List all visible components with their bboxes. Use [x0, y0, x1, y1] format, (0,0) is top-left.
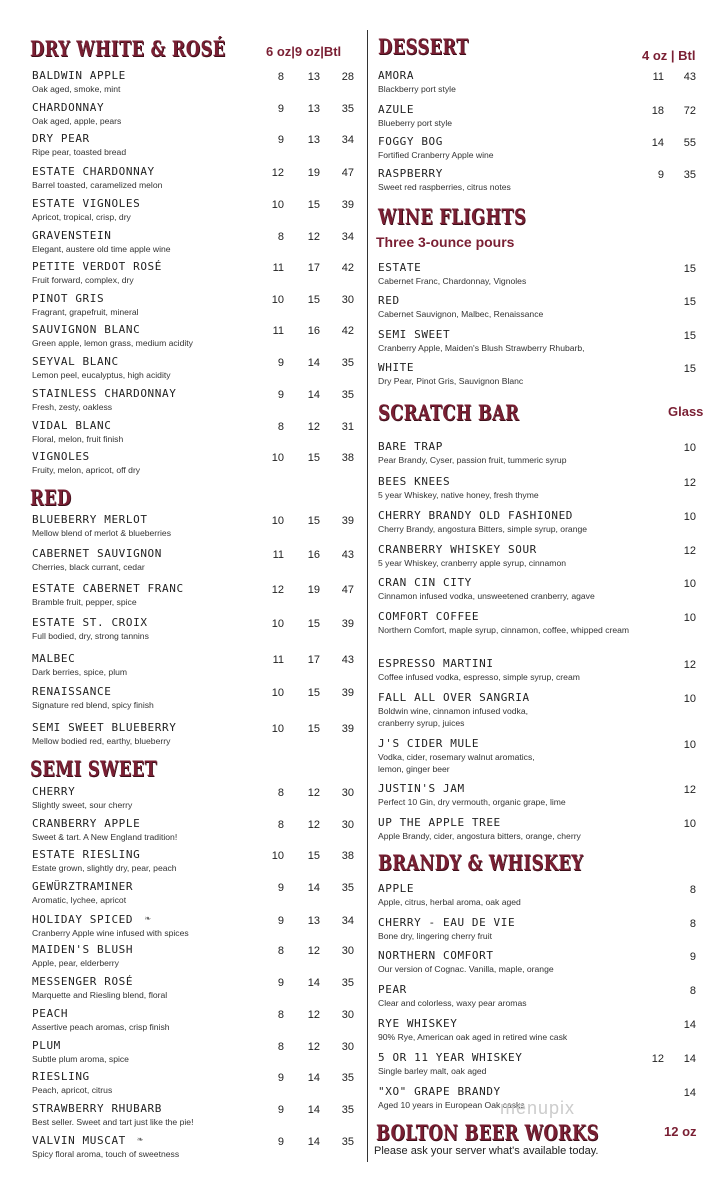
section-title-dry-white-rose: DRY WHITE & ROSÉ — [30, 36, 226, 61]
item-description: Single barley malt, oak aged — [378, 1066, 487, 1076]
price-p1: 10 — [271, 723, 284, 735]
price-p3: 35 — [341, 1072, 354, 1084]
item-description: Our version of Cognac. Vanilla, maple, orange — [378, 964, 554, 974]
item-description: Mellow blend of merlot & blueberries — [32, 528, 171, 538]
price-p1: 11 — [652, 71, 664, 83]
price-p1: 11 — [272, 654, 284, 666]
item-name: ESTATE CABERNET FRANC — [32, 582, 184, 595]
price-p1: 8 — [277, 1041, 284, 1053]
price-p3: 30 — [341, 787, 354, 799]
item-description: Signature red blend, spicy finish — [32, 700, 154, 710]
item-description: Green apple, lemon grass, medium acidity — [32, 338, 193, 348]
item-name: PEAR — [378, 983, 407, 996]
price-p2: 12 — [307, 945, 320, 957]
price-p3: 35 — [341, 357, 354, 369]
price-p1: 8 — [277, 71, 284, 83]
item-description: Fortified Cranberry Apple wine — [378, 150, 494, 160]
price-p1: 8 — [277, 945, 284, 957]
item-description: Aged 10 years in European Oak casks — [378, 1100, 525, 1110]
price-p3: 39 — [341, 723, 354, 735]
item-name: CRAN CIN CITY — [378, 576, 472, 589]
price-p3: 8 — [689, 918, 696, 930]
price-p3: 30 — [341, 819, 354, 831]
price-p3: 34 — [341, 231, 354, 243]
item-description-line2: cranberry syrup, juices — [378, 718, 465, 728]
price-p3: 10 — [683, 693, 696, 705]
item-description: Best seller. Sweet and tart just like the pie! — [32, 1117, 194, 1127]
item-description: Estate grown, slightly dry, pear, peach — [32, 863, 177, 873]
price-p1: 9 — [277, 977, 284, 989]
item-name: PLUM — [32, 1039, 61, 1052]
price-header-scratch-bar: Glass — [668, 404, 704, 419]
price-p3: 35 — [341, 1136, 354, 1148]
price-p1: 9 — [277, 1136, 284, 1148]
item-description: Peach, apricot, citrus — [32, 1085, 113, 1095]
item-description: Full bodied, dry, strong tannins — [32, 631, 149, 641]
section-title-dessert: DESSERT — [378, 34, 469, 59]
price-p1: 10 — [271, 850, 284, 862]
wine-flights-subtitle: Three 3-ounce pours — [376, 234, 515, 250]
price-p2: 13 — [307, 134, 320, 146]
price-p2: 17 — [307, 262, 320, 274]
item-description: Assertive peach aromas, crisp finish — [32, 1022, 170, 1032]
price-p3: 35 — [341, 977, 354, 989]
item-description: Elegant, austere old time apple wine — [32, 244, 171, 254]
item-name: NORTHERN COMFORT — [378, 949, 494, 962]
item-name: PEACH — [32, 1007, 69, 1020]
price-p3: 39 — [341, 515, 354, 527]
section-title-semi-sweet: SEMI SWEET — [30, 756, 158, 781]
price-p1: 9 — [277, 357, 284, 369]
price-p2: 15 — [307, 618, 320, 630]
item-name: AMORA — [378, 69, 415, 82]
price-p1: 10 — [271, 618, 284, 630]
price-p3: 47 — [341, 584, 354, 596]
item-name: VIGNOLES — [32, 450, 90, 463]
item-name: MALBEC — [32, 652, 76, 665]
item-name: SEYVAL BLANC — [32, 355, 119, 368]
item-name: CHERRY BRANDY OLD FASHIONED — [378, 509, 574, 522]
price-p1: 10 — [271, 687, 284, 699]
item-name: FOGGY BOG — [378, 135, 444, 148]
item-name: BALDWIN APPLE — [32, 69, 126, 82]
price-p3: 42 — [341, 262, 354, 274]
price-p1: 8 — [277, 787, 284, 799]
price-p1: 10 — [271, 294, 284, 306]
item-description: Marquette and Riesling blend, floral — [32, 990, 168, 1000]
item-name: GEWÜRZTRAMINER — [32, 880, 134, 893]
item-name: CABERNET SAUVIGNON — [32, 547, 163, 560]
price-p3: 43 — [683, 71, 696, 83]
item-name: APPLE — [378, 882, 415, 895]
item-name: FALL ALL OVER SANGRIA — [378, 691, 530, 704]
item-name: COMFORT COFFEE — [378, 610, 480, 623]
item-description: 5 year Whiskey, cranberry apple syrup, cinnamon — [378, 558, 567, 568]
price-header-beer: 12 oz — [664, 1124, 697, 1139]
item-name: ESTATE — [378, 261, 422, 274]
price-p1: 9 — [277, 389, 284, 401]
section-title-brandy-whiskey: BRANDY & WHISKEY — [378, 850, 584, 875]
price-p3: 72 — [683, 105, 696, 117]
item-name: ESTATE CHARDONNAY — [32, 165, 155, 178]
item-name: SAUVIGNON BLANC — [32, 323, 141, 336]
price-p1: 11 — [272, 549, 284, 561]
price-p1: 12 — [271, 167, 284, 179]
price-p3: 8 — [689, 985, 696, 997]
item-name: MAIDEN'S BLUSH — [32, 943, 134, 956]
price-header-dry-white: 6 oz|9 oz|Btl — [266, 44, 342, 59]
price-p3: 15 — [683, 363, 696, 375]
price-p3: 30 — [341, 945, 354, 957]
item-description: Vodka, cider, rosemary walnut aromatics, — [378, 752, 535, 762]
price-p2: 15 — [307, 723, 320, 735]
price-p3: 39 — [341, 618, 354, 630]
price-p3: 47 — [341, 167, 354, 179]
price-p2: 12 — [307, 787, 320, 799]
price-p2: 14 — [307, 977, 320, 989]
item-description: Fragrant, grapefruit, mineral — [32, 307, 139, 317]
item-name: UP THE APPLE TREE — [378, 816, 501, 829]
item-name: PINOT GRIS — [32, 292, 105, 305]
item-description: Floral, melon, fruit finish — [32, 434, 124, 444]
item-description: Apple Brandy, cider, angostura bitters, orange, cherry — [378, 831, 581, 841]
price-p3: 35 — [341, 882, 354, 894]
price-p3: 30 — [341, 294, 354, 306]
price-p1: 8 — [277, 1009, 284, 1021]
item-description: 5 year Whiskey, native honey, fresh thyme — [378, 490, 539, 500]
item-name: AZULE — [378, 103, 415, 116]
item-description: Clear and colorless, waxy pear aromas — [378, 998, 527, 1008]
item-description: Oak aged, smoke, mint — [32, 84, 121, 94]
item-name: "XO" GRAPE BRANDY — [378, 1085, 501, 1098]
column-divider — [367, 30, 368, 1162]
price-p3: 14 — [683, 1019, 696, 1031]
item-name: ESPRESSO MARTINI — [378, 657, 494, 670]
price-p3: 30 — [341, 1009, 354, 1021]
item-name: HOLIDAY SPICED — [32, 913, 134, 926]
price-p1: 10 — [271, 199, 284, 211]
price-p1: 9 — [657, 169, 664, 181]
price-p1: 9 — [277, 915, 284, 927]
item-name: STAINLESS CHARDONNAY — [32, 387, 177, 400]
price-p2: 15 — [307, 199, 320, 211]
price-p3: 15 — [683, 330, 696, 342]
price-p3: 39 — [341, 687, 354, 699]
item-name: RENAISSANCE — [32, 685, 112, 698]
price-p1: 8 — [277, 819, 284, 831]
price-p3: 12 — [683, 784, 696, 796]
item-name: SEMI SWEET BLUEBERRY — [32, 721, 177, 734]
price-p3: 31 — [341, 421, 354, 433]
item-name: WHITE — [378, 361, 415, 374]
item-description-line2: lemon, ginger beer — [378, 764, 450, 774]
price-p1: 14 — [651, 137, 664, 149]
price-p1: 9 — [277, 882, 284, 894]
item-name: CRANBERRY WHISKEY SOUR — [378, 543, 537, 556]
price-p1: 12 — [651, 1053, 664, 1065]
item-description: Pear Brandy, Cyser, passion fruit, tummeric syrup — [378, 455, 567, 465]
item-description: Blackberry port style — [378, 84, 456, 94]
section-title-red: RED — [30, 485, 72, 510]
item-description: Bramble fruit, pepper, spice — [32, 597, 137, 607]
price-p3: 43 — [341, 654, 354, 666]
price-p2: 15 — [307, 687, 320, 699]
price-p3: 8 — [689, 884, 696, 896]
price-p2: 19 — [307, 584, 320, 596]
leaf-icon: ❧ — [144, 914, 152, 923]
item-description: Fruity, melon, apricot, off dry — [32, 465, 141, 475]
price-p3: 12 — [683, 659, 696, 671]
price-p2: 17 — [307, 654, 320, 666]
price-p1: 9 — [277, 1104, 284, 1116]
price-p2: 14 — [307, 357, 320, 369]
item-name: CHERRY - EAU DE VIE — [378, 916, 516, 929]
price-p2: 13 — [307, 103, 320, 115]
price-p1: 10 — [271, 515, 284, 527]
item-description: Sweet & tart. A New England tradition! — [32, 832, 178, 842]
price-p3: 34 — [341, 915, 354, 927]
price-p2: 12 — [307, 1009, 320, 1021]
item-name: RASPBERRY — [378, 167, 444, 180]
beer-note: Please ask your server what's available today. — [374, 1145, 599, 1157]
item-name: CHARDONNAY — [32, 101, 105, 114]
price-p1: 11 — [272, 262, 284, 274]
price-p3: 55 — [683, 137, 696, 149]
price-p3: 14 — [683, 1087, 696, 1099]
price-p2: 12 — [307, 819, 320, 831]
price-p3: 28 — [341, 71, 354, 83]
item-description: Dry Pear, Pinot Gris, Sauvignon Blanc — [378, 376, 524, 386]
price-p2: 16 — [307, 325, 320, 337]
price-p3: 10 — [683, 511, 696, 523]
price-p1: 8 — [277, 231, 284, 243]
item-description: Apple, citrus, herbal aroma, oak aged — [378, 897, 521, 907]
price-p2: 15 — [307, 850, 320, 862]
section-title-beer: BOLTON BEER WORKS — [376, 1120, 599, 1145]
item-description: Ripe pear, toasted bread — [32, 147, 127, 157]
price-p1: 18 — [651, 105, 664, 117]
item-description: Sweet red raspberries, citrus notes — [378, 182, 511, 192]
price-p1: 12 — [271, 584, 284, 596]
item-description: Apricot, tropical, crisp, dry — [32, 212, 131, 222]
item-name: VIDAL BLANC — [32, 419, 112, 432]
item-name: RYE WHISKEY — [378, 1017, 458, 1030]
price-p2: 13 — [307, 71, 320, 83]
watermark: menupix — [500, 1098, 576, 1118]
price-p3: 12 — [683, 545, 696, 557]
price-p3: 10 — [683, 739, 696, 751]
item-name: DRY PEAR — [32, 132, 90, 145]
price-p2: 14 — [307, 1072, 320, 1084]
price-p2: 13 — [307, 915, 320, 927]
item-name: CRANBERRY APPLE — [32, 817, 141, 830]
price-p1: 8 — [277, 421, 284, 433]
price-p1: 9 — [277, 103, 284, 115]
price-p3: 38 — [341, 850, 354, 862]
item-description: Boldwin wine, cinnamon infused vodka, — [378, 706, 529, 716]
item-description: Barrel toasted, caramelized melon — [32, 180, 163, 190]
price-p3: 39 — [341, 199, 354, 211]
price-p2: 15 — [307, 294, 320, 306]
price-p3: 10 — [683, 612, 696, 624]
item-name: STRAWBERRY RHUBARB — [32, 1102, 163, 1115]
item-description: Apple, pear, elderberry — [32, 958, 119, 968]
price-p3: 43 — [341, 549, 354, 561]
price-p3: 35 — [341, 1104, 354, 1116]
item-description: Cranberry Apple, Maiden's Blush Strawberry Rhubarb, — [378, 343, 585, 353]
item-description: Cabernet Franc, Chardonnay, Vignoles — [378, 276, 527, 286]
price-p3: 10 — [683, 578, 696, 590]
price-p1: 10 — [271, 452, 284, 464]
item-description: Fresh, zesty, oakless — [32, 402, 113, 412]
item-description: Subtle plum aroma, spice — [32, 1054, 129, 1064]
item-description: Blueberry port style — [378, 118, 453, 128]
price-p3: 10 — [683, 818, 696, 830]
price-p3: 42 — [341, 325, 354, 337]
item-name: JUSTIN'S JAM — [378, 782, 465, 795]
item-description: Cabernet Sauvignon, Malbec, Renaissance — [378, 309, 544, 319]
price-p2: 15 — [307, 515, 320, 527]
price-p2: 14 — [307, 389, 320, 401]
item-name: BEES KNEES — [378, 475, 451, 488]
item-description: Cherries, black currant, cedar — [32, 562, 145, 572]
price-p3: 12 — [683, 477, 696, 489]
item-description: Perfect 10 Gin, dry vermouth, organic grape, lime — [378, 797, 566, 807]
price-p3: 38 — [341, 452, 354, 464]
item-description: Dark berries, spice, plum — [32, 667, 128, 677]
item-description: 90% Rye, American oak aged in retired wine cask — [378, 1032, 568, 1042]
item-description: Coffee infused vodka, espresso, simple syrup, cream — [378, 672, 580, 682]
price-p3: 30 — [341, 1041, 354, 1053]
section-title-wine-flights: WINE FLIGHTS — [378, 204, 527, 229]
item-description: Aromatic, lychee, apricot — [32, 895, 127, 905]
item-name: ESTATE ST. CROIX — [32, 616, 148, 629]
price-p1: 9 — [277, 134, 284, 146]
item-description: Oak aged, apple, pears — [32, 116, 122, 126]
price-p3: 15 — [683, 296, 696, 308]
item-name: BLUEBERRY MERLOT — [32, 513, 148, 526]
item-description: Spicy floral aroma, touch of sweetness — [32, 1149, 180, 1159]
price-p2: 12 — [307, 1041, 320, 1053]
price-p3: 15 — [683, 263, 696, 275]
item-description: Cranberry Apple wine infused with spices — [32, 928, 189, 938]
price-p3: 35 — [341, 103, 354, 115]
section-title-scratch-bar: SCRATCH BAR — [378, 400, 520, 425]
leaf-icon: ❧ — [136, 1135, 144, 1144]
item-name: ESTATE RIESLING — [32, 848, 141, 861]
item-name: J'S CIDER MULE — [378, 737, 480, 750]
price-p2: 19 — [307, 167, 320, 179]
item-name: RIESLING — [32, 1070, 90, 1083]
item-description: Lemon peel, eucalyptus, high acidity — [32, 370, 171, 380]
price-header-dessert: 4 oz | Btl — [642, 48, 696, 63]
price-p2: 14 — [307, 1136, 320, 1148]
item-description: Fruit forward, complex, dry — [32, 275, 134, 285]
price-p2: 14 — [307, 882, 320, 894]
item-name: SEMI SWEET — [378, 328, 451, 341]
item-name: 5 OR 11 YEAR WHISKEY — [378, 1051, 523, 1064]
item-description: Mellow bodied red, earthy, blueberry — [32, 736, 171, 746]
item-name: CHERRY — [32, 785, 76, 798]
price-p2: 12 — [307, 421, 320, 433]
price-p2: 16 — [307, 549, 320, 561]
price-p3: 10 — [683, 442, 696, 454]
item-description: Slightly sweet, sour cherry — [32, 800, 133, 810]
item-description: Cinnamon infused vodka, unsweetened cranberry, agave — [378, 591, 595, 601]
item-name: PETITE VERDOT ROSÉ — [32, 260, 163, 273]
item-name: MESSENGER ROSÉ — [32, 975, 134, 988]
price-p2: 14 — [307, 1104, 320, 1116]
item-name: RED — [378, 294, 400, 307]
price-p3: 14 — [683, 1053, 696, 1065]
item-description: Cherry Brandy, angostura Bitters, simple syrup, orange — [378, 524, 588, 534]
price-p3: 35 — [683, 169, 696, 181]
price-p2: 15 — [307, 452, 320, 464]
price-p1: 9 — [277, 1072, 284, 1084]
item-description: Northern Comfort, maple syrup, cinnamon, coffee, whipped cream — [378, 625, 630, 635]
item-name: BARE TRAP — [378, 440, 444, 453]
price-p1: 11 — [272, 325, 284, 337]
price-p2: 12 — [307, 231, 320, 243]
item-description: Bone dry, lingering cherry fruit — [378, 931, 492, 941]
price-p3: 35 — [341, 389, 354, 401]
item-name: VALVIN MUSCAT — [32, 1134, 126, 1147]
item-name: GRAVENSTEIN — [32, 229, 112, 242]
item-name: ESTATE VIGNOLES — [32, 197, 141, 210]
price-p3: 34 — [341, 134, 354, 146]
price-p3: 9 — [689, 951, 696, 963]
